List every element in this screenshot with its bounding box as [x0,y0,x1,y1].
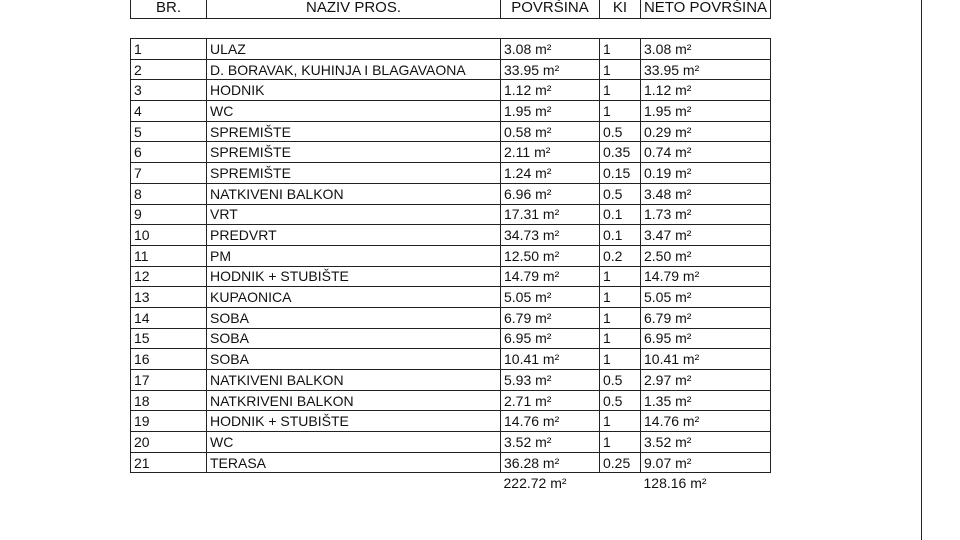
table-row [131,349,771,370]
total-area: 222.72 m² [503,475,567,492]
totals-row [131,473,771,493]
header-ki: KI [600,0,641,19]
cell-area: 14.79 m² [501,266,600,287]
cell-area: 3.52 m² [501,432,600,453]
cell-name: HODNIK + STUBIŠTE [207,411,501,432]
cell-name: KUPAONICA [207,287,501,308]
cell-area: 1.95 m² [501,101,600,122]
table-row [131,307,771,328]
header-br: BR. [131,0,207,19]
cell-name: NATKIVENI BALKON [207,183,501,204]
header-table [130,0,771,19]
cell-area: 0.58 m² [501,121,600,142]
cell-net: 3.48 m² [641,183,771,204]
cell-net: 3.47 m² [641,225,771,246]
totals-empty-ki [600,473,641,493]
cell-name: SOBA [207,328,501,349]
cell-ki: 0.35 [600,142,641,163]
cell-ki: 1 [600,80,641,101]
cell-ki: 1 [600,59,641,80]
cell-ki: 0.5 [600,183,641,204]
cell-name: NATKRIVENI BALKON [207,390,501,411]
cell-area: 6.96 m² [501,183,600,204]
total-net-area: 128.16 m² [643,475,707,492]
totals-empty-name [207,473,501,493]
cell-net: 0.29 m² [641,121,771,142]
cell-br: 20 [131,432,207,453]
cell-net: 33.95 m² [641,59,771,80]
header-area: POVRŠINA [501,0,600,19]
cell-name: HODNIK + STUBIŠTE [207,266,501,287]
cell-net: 2.97 m² [641,370,771,391]
table-row [131,432,771,453]
cell-name: SPREMIŠTE [207,121,501,142]
cell-name: WC [207,432,501,453]
cell-name: TERASA [207,452,501,473]
cell-net: 5.05 m² [641,287,771,308]
cell-br: 18 [131,390,207,411]
table-row [131,390,771,411]
cell-br: 1 [131,39,207,60]
table-row [131,245,771,266]
header-name: NAZIV PROS. [207,0,501,19]
cell-br: 4 [131,101,207,122]
cell-ki: 0.15 [600,163,641,184]
table-row [131,59,771,80]
rooms-table [130,38,771,493]
table-row [131,163,771,184]
cell-area: 12.50 m² [501,245,600,266]
cell-area: 36.28 m² [501,452,600,473]
cell-ki: 1 [600,287,641,308]
cell-net: 1.35 m² [641,390,771,411]
cell-net: 2.50 m² [641,245,771,266]
page-edge-divider [921,0,922,540]
cell-ki: 0.25 [600,452,641,473]
cell-net: 0.19 m² [641,163,771,184]
cell-name: NATKIVENI BALKON [207,370,501,391]
cell-br: 8 [131,183,207,204]
cell-name: HODNIK [207,80,501,101]
cell-ki: 0.2 [600,245,641,266]
cell-area: 1.24 m² [501,163,600,184]
table-row [131,328,771,349]
cell-name: SPREMIŠTE [207,163,501,184]
table-row [131,452,771,473]
cell-ki: 1 [600,411,641,432]
cell-br: 19 [131,411,207,432]
cell-ki: 0.1 [600,204,641,225]
cell-net: 6.95 m² [641,328,771,349]
cell-area: 34.73 m² [501,225,600,246]
table-row [131,204,771,225]
cell-net: 3.52 m² [641,432,771,453]
cell-ki: 0.5 [600,121,641,142]
cell-ki: 0.5 [600,370,641,391]
cell-name: D. BORAVAK, KUHINJA I BLAGAVAONA [207,59,501,80]
cell-br: 3 [131,80,207,101]
cell-net: 10.41 m² [641,349,771,370]
cell-ki: 0.1 [600,225,641,246]
cell-br: 10 [131,225,207,246]
cell-ki: 1 [600,328,641,349]
cell-br: 17 [131,370,207,391]
header-row [131,0,771,19]
cell-br: 12 [131,266,207,287]
table-row [131,266,771,287]
cell-br: 15 [131,328,207,349]
totals-empty-br [131,473,207,493]
table-row [131,411,771,432]
table-row [131,80,771,101]
cell-net: 3.08 m² [641,39,771,60]
header-net: NETO POVRŠINA [641,0,771,19]
cell-name: WC [207,101,501,122]
cell-br: 13 [131,287,207,308]
cell-ki: 1 [600,349,641,370]
table-row [131,121,771,142]
cell-ki: 1 [600,307,641,328]
cell-ki: 0.5 [600,390,641,411]
table-row [131,287,771,308]
cell-net: 1.12 m² [641,80,771,101]
table-row [131,370,771,391]
cell-ki: 1 [600,39,641,60]
cell-net: 1.95 m² [641,101,771,122]
cell-area: 33.95 m² [501,59,600,80]
cell-area: 1.12 m² [501,80,600,101]
cell-name: SPREMIŠTE [207,142,501,163]
cell-area: 10.41 m² [501,349,600,370]
cell-br: 2 [131,59,207,80]
cell-net: 9.07 m² [641,452,771,473]
cell-br: 5 [131,121,207,142]
cell-area: 5.93 m² [501,370,600,391]
cell-ki: 1 [600,266,641,287]
cell-net: 14.76 m² [641,411,771,432]
cell-name: PM [207,245,501,266]
cell-area: 2.71 m² [501,390,600,411]
cell-area: 2.11 m² [501,142,600,163]
table-row [131,101,771,122]
table-row [131,39,771,60]
cell-name: SOBA [207,349,501,370]
cell-ki: 1 [600,432,641,453]
cell-area: 5.05 m² [501,287,600,308]
cell-area: 14.76 m² [501,411,600,432]
cell-ki: 1 [600,101,641,122]
rooms-table-body [131,39,771,473]
cell-net: 6.79 m² [641,307,771,328]
cell-net: 14.79 m² [641,266,771,287]
cell-br: 7 [131,163,207,184]
table-row [131,183,771,204]
cell-area: 6.79 m² [501,307,600,328]
cell-name: ULAZ [207,39,501,60]
cell-area: 6.95 m² [501,328,600,349]
cell-name: VRT [207,204,501,225]
cell-area: 3.08 m² [501,39,600,60]
table-row [131,225,771,246]
cell-br: 14 [131,307,207,328]
cell-br: 6 [131,142,207,163]
cell-br: 11 [131,245,207,266]
cell-br: 9 [131,204,207,225]
cell-net: 1.73 m² [641,204,771,225]
table-row [131,142,771,163]
cell-net: 0.74 m² [641,142,771,163]
cell-br: 16 [131,349,207,370]
cell-area: 17.31 m² [501,204,600,225]
cell-br: 21 [131,452,207,473]
cell-name: PREDVRT [207,225,501,246]
cell-name: SOBA [207,307,501,328]
